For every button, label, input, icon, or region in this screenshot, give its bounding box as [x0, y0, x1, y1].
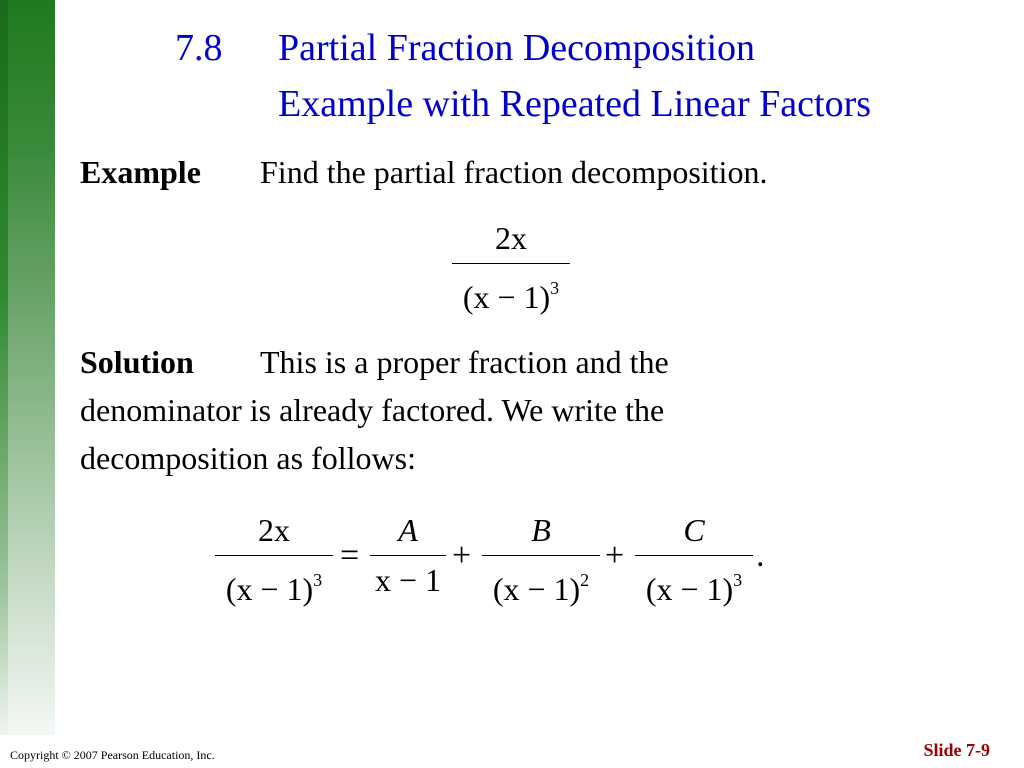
term3-fraction: [635, 512, 753, 607]
lhs-power: 3: [313, 570, 323, 590]
section-number: 7.8: [175, 27, 223, 69]
lhs-denominator: (x − 1): [225, 571, 314, 607]
term2-denominator: (x − 1): [492, 571, 581, 607]
plus-sign-1: +: [452, 537, 472, 574]
example-label: Example: [80, 154, 201, 190]
solution-line-1: This is a proper fraction and the: [260, 344, 669, 380]
term1-bar: [370, 555, 446, 556]
expression-denominator: [452, 270, 570, 315]
term3-denominator: (x − 1): [645, 571, 734, 607]
example-text: Find the partial fraction decomposition.: [260, 154, 768, 190]
lhs-numerator: 2x: [258, 512, 290, 548]
term1-denominator: x − 1: [374, 562, 442, 598]
term1-fraction: [370, 512, 446, 602]
title-line-2: Example with Repeated Linear Factors: [278, 83, 872, 125]
lhs-bar: [215, 555, 333, 556]
term2-bar: [482, 555, 600, 556]
fraction-bar: [452, 263, 570, 264]
lhs-fraction: [215, 512, 333, 607]
expression-numerator: [452, 220, 570, 256]
slide-number: Slide 7-9: [923, 740, 990, 760]
term3-numerator: C: [683, 512, 705, 548]
title-line-1: Partial Fraction Decomposition: [278, 27, 756, 69]
term2-fraction: [482, 512, 600, 607]
expression-power: 3: [550, 278, 560, 298]
sidebar-edge: [0, 0, 8, 735]
term1-numerator: A: [398, 512, 418, 548]
plus-sign-2: +: [605, 537, 625, 574]
expression-numerator-text: 2x: [495, 220, 527, 256]
equals-sign: =: [340, 537, 360, 574]
term3-bar: [635, 555, 753, 556]
solution-line-2: denominator is already factored. We write the: [80, 392, 665, 428]
solution-label: Solution: [80, 344, 194, 380]
expression-denominator-text: (x − 1): [462, 279, 551, 315]
solution-line-3: decomposition as follows:: [80, 440, 416, 476]
equation-period: .: [756, 537, 765, 574]
sidebar-gradient: [0, 0, 55, 735]
term3-power: 3: [733, 570, 743, 590]
copyright-notice: Copyright © 2007 Pearson Education, Inc.: [10, 748, 215, 762]
expression-fraction: [452, 220, 570, 315]
term2-power: 2: [580, 570, 590, 590]
term2-numerator: B: [531, 512, 551, 548]
